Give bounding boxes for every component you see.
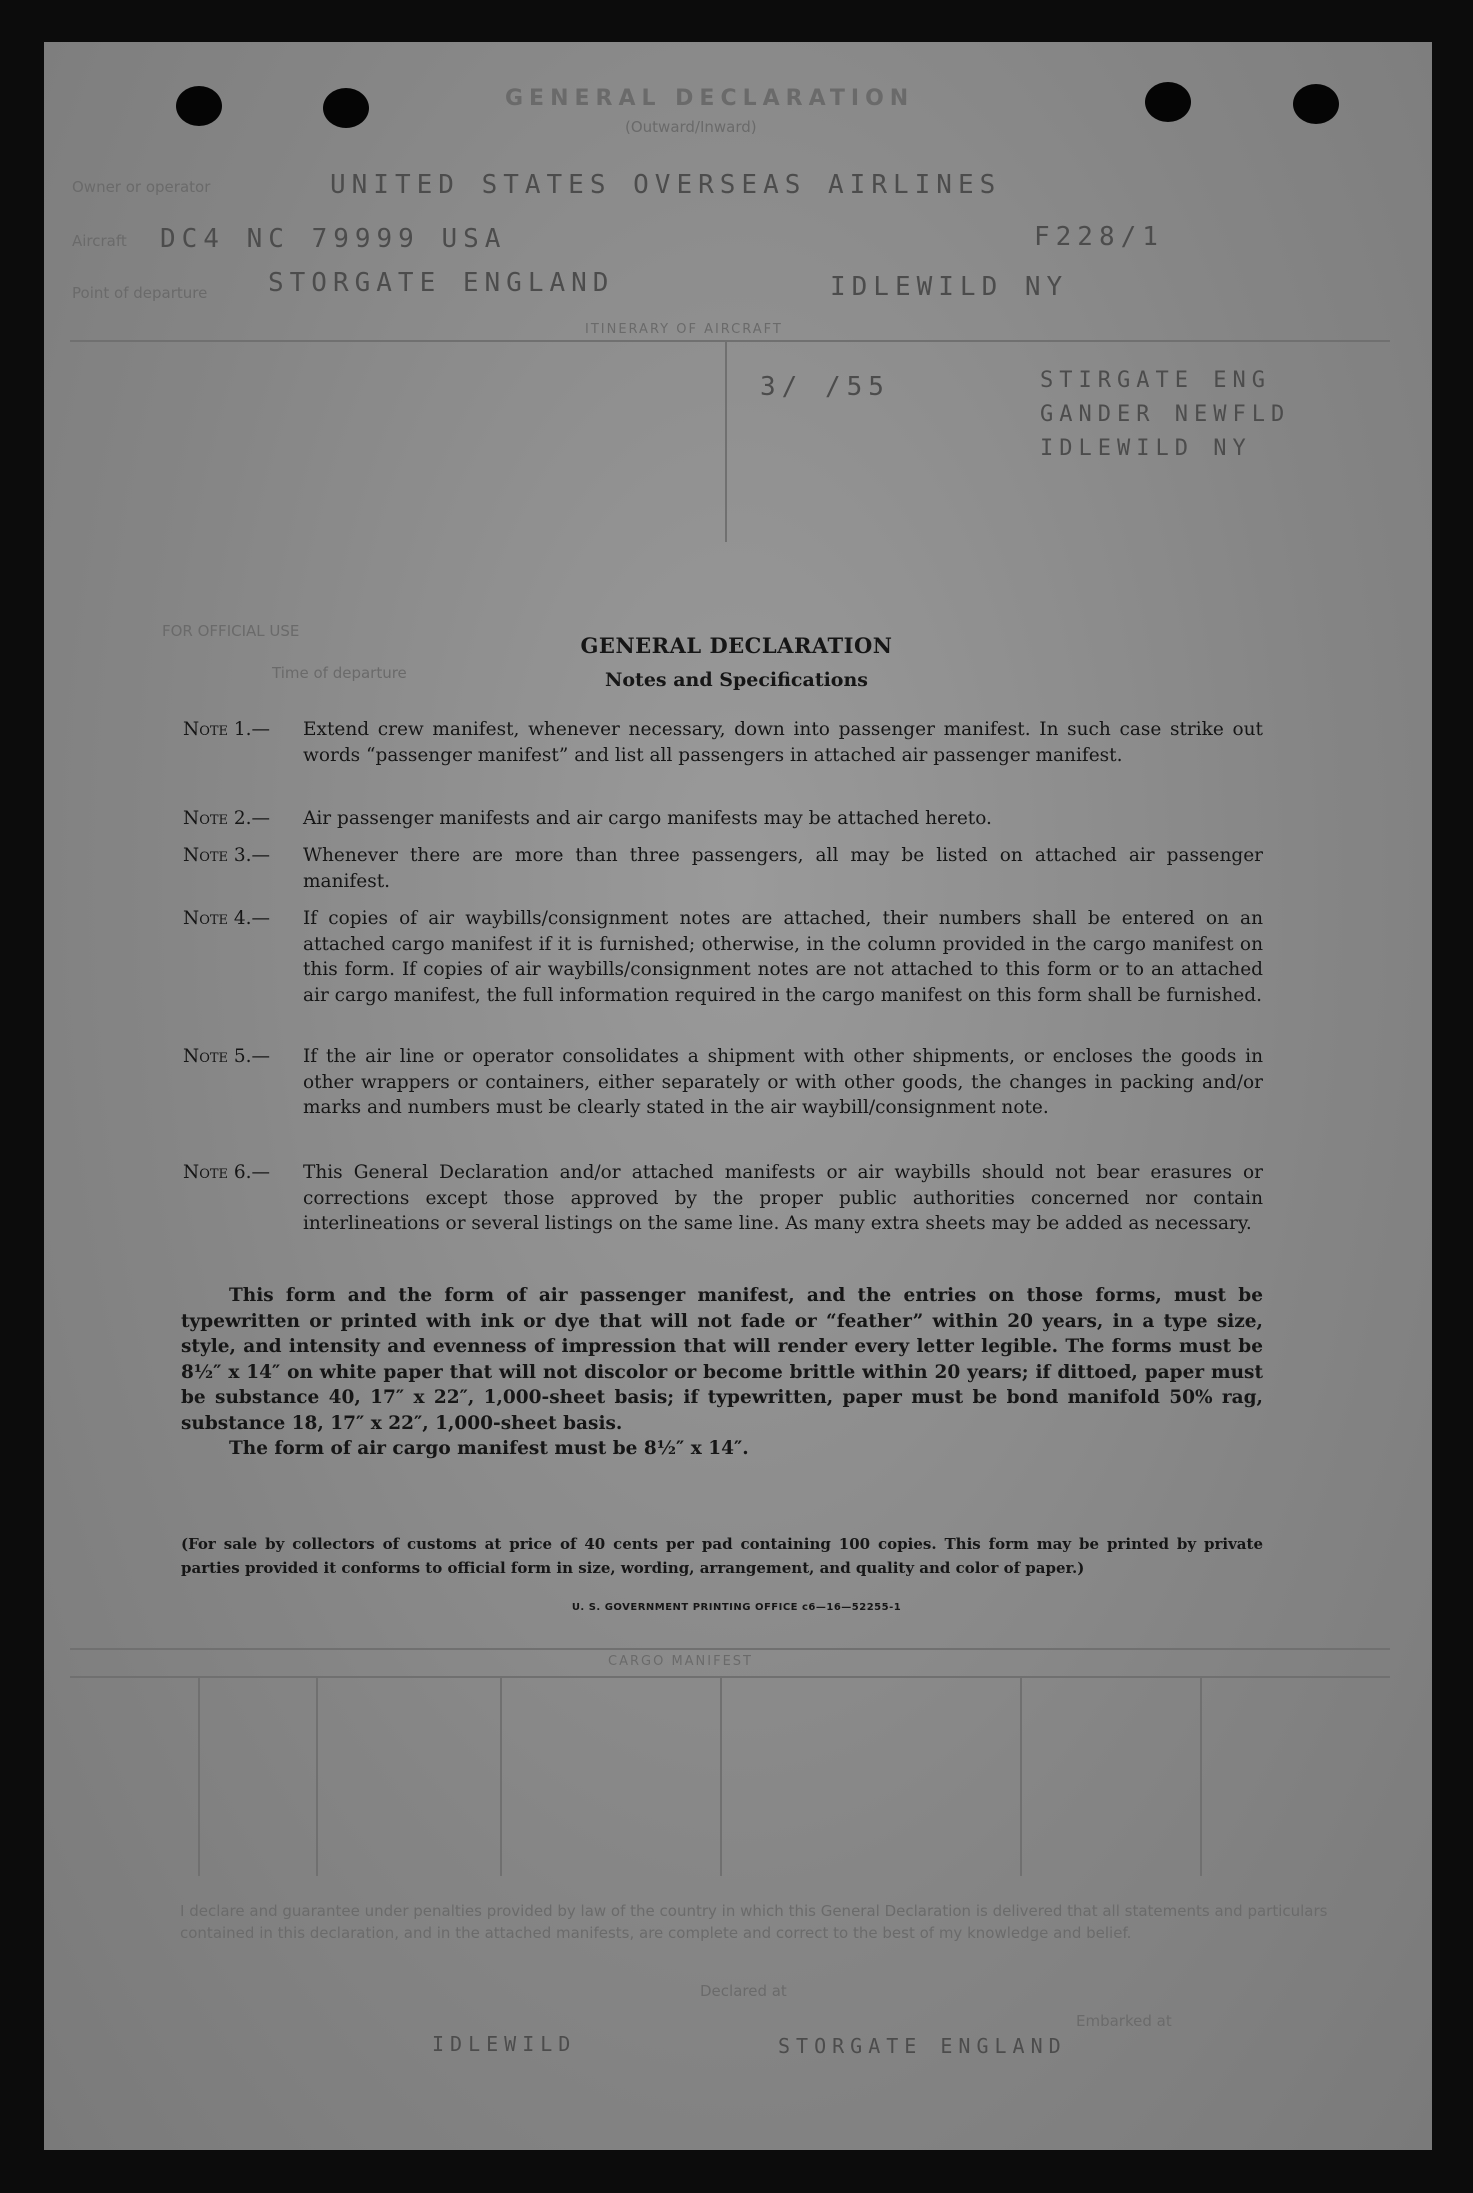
paragraph-body: This form and the form of air passenger manifest, and the entries on those forms, must be typewritten or printed with ink or dye that will not fade or “feather” within 20 years, in a type size, style, and intensity and evenness of impression that will render every letter legible. The forms must be 8½″ x 14″ on white paper that will not discolor or become brittle within 20 years; if dittoed, paper must be substance 40, 17″ x 22″, 1,000-sheet basis; if typewritten, paper must be bond manifold 50% rag, substance 18, 17″ x 22″, 1,000-sheet basis. xyxy=(181,1285,1263,1434)
ghost-remarks-2: GANDER NEWFLD xyxy=(1040,402,1291,427)
ghost-embarked-label: Embarked at xyxy=(1076,2012,1172,2030)
ghost-flight-value: F228/1 xyxy=(1034,222,1164,252)
ghost-arrival-value: IDLEWILD NY xyxy=(830,272,1069,302)
note-1 xyxy=(183,717,1263,768)
ghost-departure-label: Point of departure xyxy=(72,284,208,302)
note-label: Note 3.— xyxy=(183,845,271,866)
note-2 xyxy=(183,806,1263,832)
note-4 xyxy=(183,906,1263,1008)
ghost-rule xyxy=(70,340,1390,342)
ghost-rule xyxy=(70,1648,1390,1650)
note-label: Note 1.— xyxy=(183,719,271,740)
note-text: If the air line or operator consolidates a shipment with other shipments, or encloses the goods in other wrappers or containers, either separately or with other goods, the changes in packing and/or marks and numbers must be clearly stated in the air waybill/consignment note. xyxy=(303,1046,1263,1118)
specifications-paragraph xyxy=(181,1283,1263,1462)
ghost-time-of-departure: Time of departure xyxy=(272,664,407,682)
ghost-itinerary-header: ITINERARY OF AIRCRAFT xyxy=(585,322,783,337)
ghost-rule xyxy=(70,1676,1390,1678)
ghost-departure-value: STORGATE ENGLAND xyxy=(268,268,615,298)
ghost-vrule xyxy=(725,342,727,542)
ghost-declared-value: IDLEWILD xyxy=(432,2032,577,2056)
sale-note: (For sale by collectors of customs at price of 40 cents per pad containing 100 copies. This form may be printed by private parties provided it conforms to official form in size, wording, arrangement, and quality and color of paper.) xyxy=(181,1535,1263,1577)
paragraph-cargo-size: The form of air cargo manifest must be 8½″ x 14″. xyxy=(229,1438,749,1459)
ghost-official-use: FOR OFFICIAL USE xyxy=(162,622,300,640)
note-label: Note 2.— xyxy=(183,808,271,829)
ghost-owner-value: UNITED STATES OVERSEAS AIRLINES xyxy=(330,170,1002,200)
note-text: If copies of air waybills/consignment notes are attached, their numbers shall be entered on an attached cargo manifest if it is furnished; otherwise, in the column provided in the cargo manifest on this form. If copies of air waybills/consignment notes are not attached to this form or to an attached air cargo manifest, the full information required in the cargo manifest on this form shall be furnished. xyxy=(303,908,1263,1006)
note-text: This General Declaration and/or attached manifests or air waybills should not bear erasures or corrections except those approved by the proper public authorities concerned nor contain interlineations or several listings on the same line. As many extra sheets may be added as necessary. xyxy=(303,1162,1263,1234)
ghost-vrule xyxy=(720,1676,722,1876)
punch-hole xyxy=(1293,84,1339,124)
printing-office-line: U. S. GOVERNMENT PRINTING OFFICE c6—16—52255-1 xyxy=(571,1602,902,1613)
ghost-cargo-header: CARGO MANIFEST xyxy=(608,1654,753,1669)
ghost-embarked-value: STORGATE ENGLAND xyxy=(778,2034,1067,2058)
note-5 xyxy=(183,1044,1263,1121)
ghost-vrule xyxy=(198,1676,200,1876)
punch-hole xyxy=(176,86,222,126)
page-subtitle: Notes and Specifications xyxy=(605,669,868,691)
note-text: Extend crew manifest, whenever necessary, down into passenger manifest. In such case strike out words “passenger manifest” and list all passengers in attached air passenger manifest. xyxy=(303,719,1263,766)
ghost-aircraft-value: DC4 NC 79999 USA xyxy=(160,224,507,254)
note-6 xyxy=(183,1160,1263,1237)
page-title: GENERAL DECLARATION xyxy=(580,633,893,658)
note-text: Air passenger manifests and air cargo manifests may be attached hereto. xyxy=(303,808,992,829)
note-3 xyxy=(183,843,1263,894)
note-text: Whenever there are more than three passengers, all may be listed on attached air passenger manifest. xyxy=(303,845,1263,892)
ghost-vrule xyxy=(1020,1676,1022,1876)
ghost-vrule xyxy=(1200,1676,1202,1876)
ghost-remarks-3: IDLEWILD NY xyxy=(1040,436,1252,461)
ghost-vrule xyxy=(500,1676,502,1876)
ghost-owner-label: Owner or operator xyxy=(72,178,211,196)
ghost-declared-label: Declared at xyxy=(700,1982,787,2000)
punch-hole xyxy=(323,88,369,128)
ghost-form-title: GENERAL DECLARATION xyxy=(505,86,915,111)
ghost-remarks-1: STIRGATE ENG xyxy=(1040,368,1271,393)
ghost-vrule xyxy=(316,1676,318,1876)
ghost-declaration-footer: I declare and guarantee under penalties provided by law of the country in which this General Declaration is delivered that all statements and particulars contained in this declaration, and in the attached manifests, are complete and correct to the best of my knowledge and belief. xyxy=(180,1902,1328,1942)
ghost-form-subtitle: (Outward/Inward) xyxy=(625,118,757,136)
ghost-aircraft-label: Aircraft xyxy=(72,232,127,250)
ghost-itinerary-date: 3/ /55 xyxy=(760,372,890,402)
note-label: Note 5.— xyxy=(183,1046,271,1067)
punch-hole xyxy=(1145,82,1191,122)
note-label: Note 6.— xyxy=(183,1162,271,1183)
note-label: Note 4.— xyxy=(183,908,271,929)
